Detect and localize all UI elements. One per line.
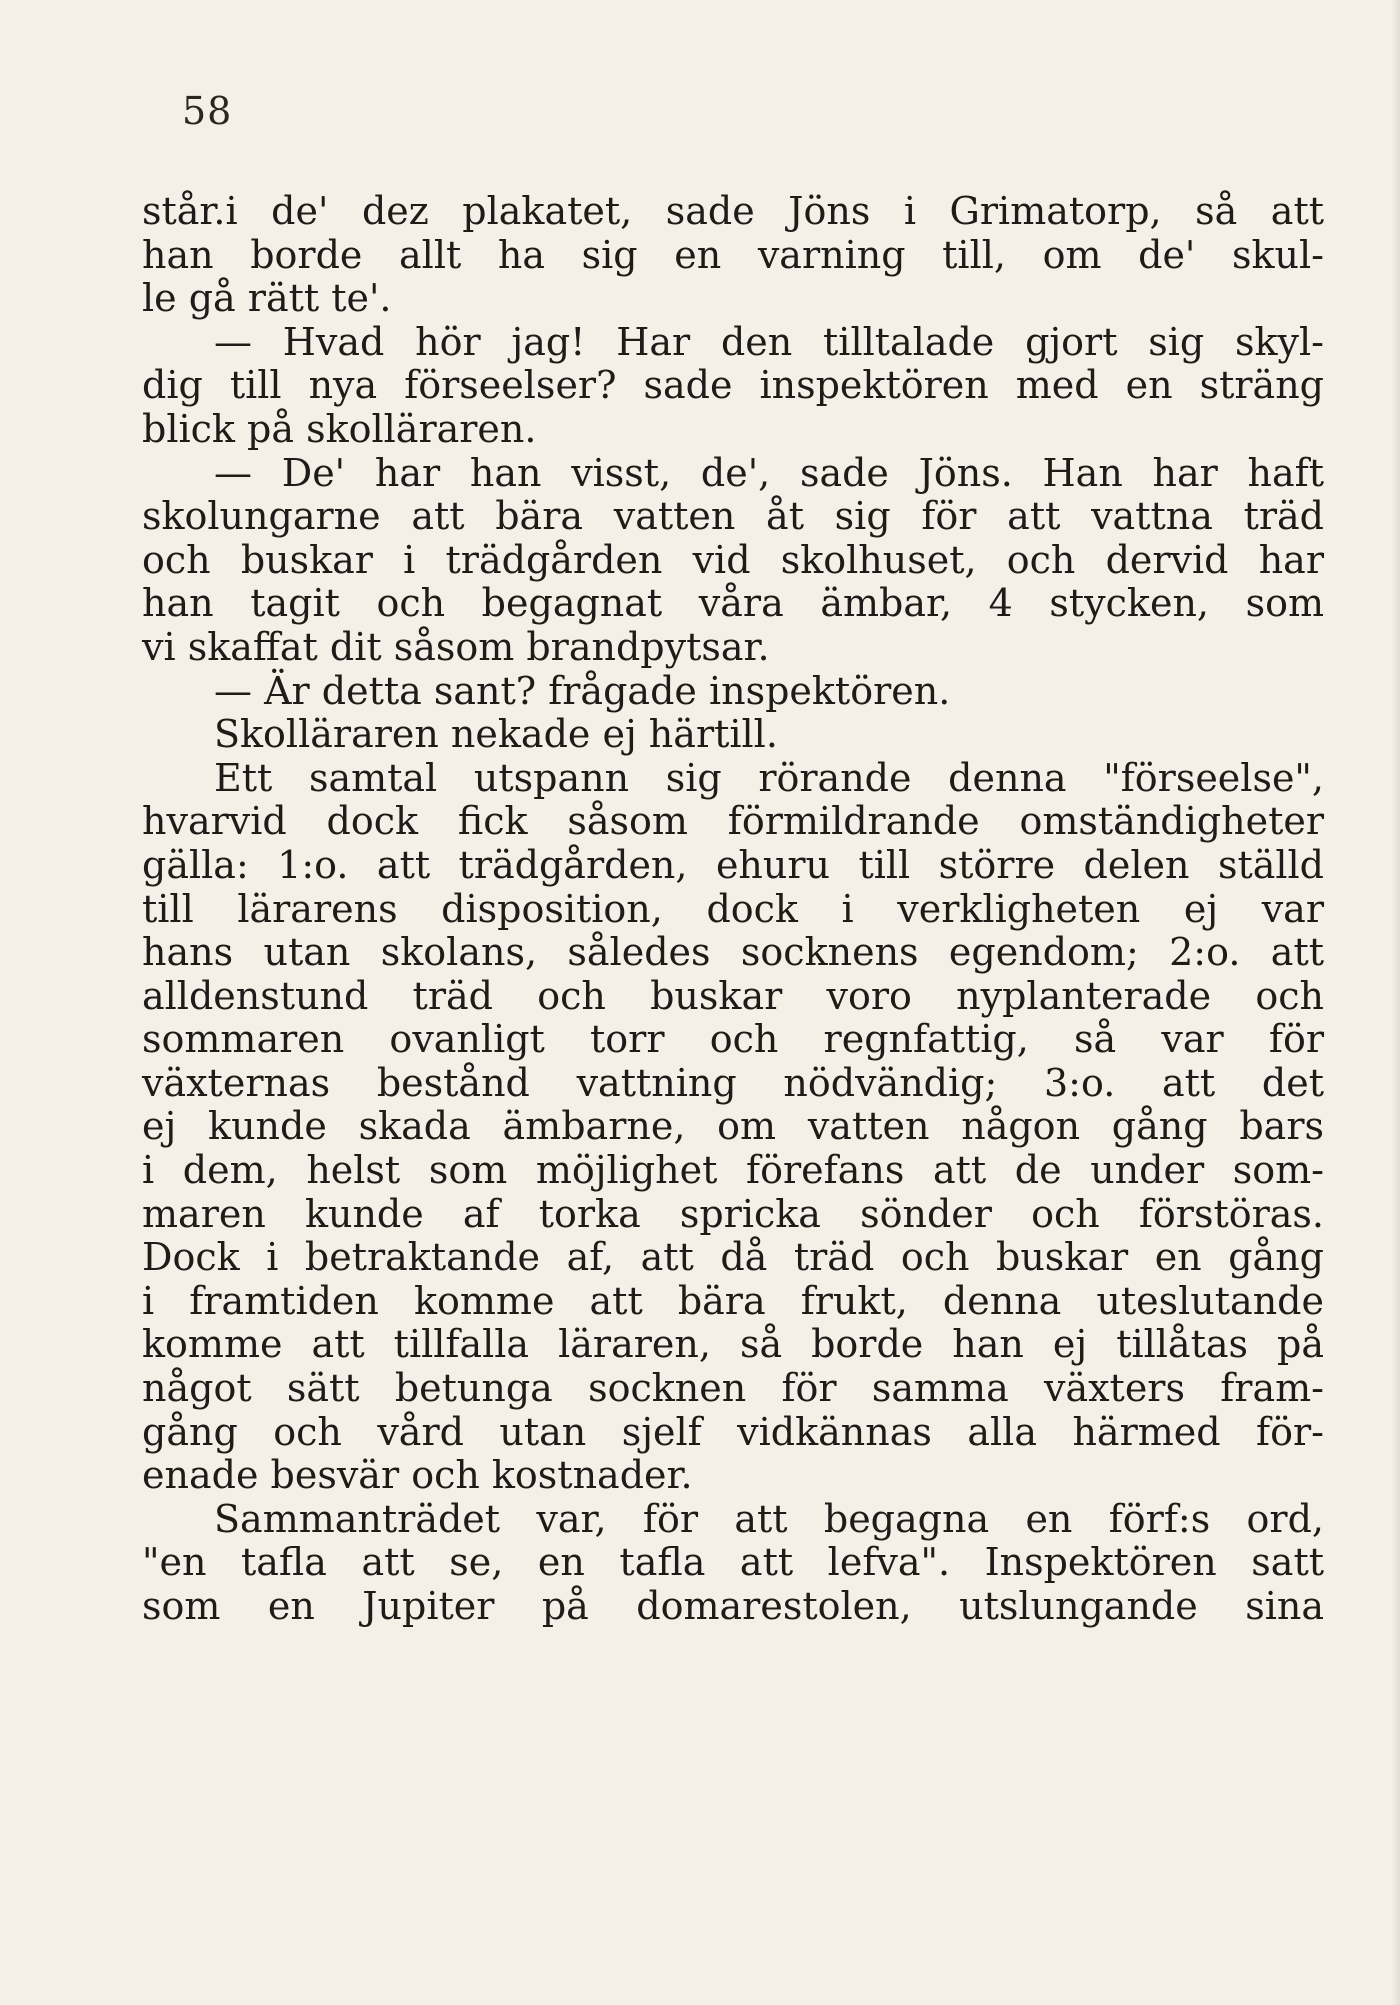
text-line: i framtiden komme att bära frukt, denna uteslutande — [142, 1278, 1324, 1323]
text-line: något sätt betunga socknen för samma växters fram- — [142, 1366, 1324, 1411]
text-line: växternas bestånd vattning nödvändig; 3:o. att det — [142, 1060, 1324, 1105]
text-line: hans utan skolans, således socknens egendom; 2:o. att — [142, 930, 1324, 975]
text-line: han borde allt ha sig en varning till, om de' skul- — [142, 232, 1324, 277]
text-line: gälla: 1:o. att trädgården, ehuru till större delen ställd — [142, 842, 1324, 887]
page-edge-shadow — [1392, 0, 1400, 2005]
text-line: i dem, helst som möjlighet förefans att de under som- — [142, 1148, 1324, 1193]
text-line: alldenstund träd och buskar voro nyplanterade och — [142, 973, 1324, 1018]
page-number: 58 — [182, 89, 233, 133]
text-line: dig till nya förseelser? sade inspektören med en sträng — [142, 363, 1324, 408]
text-line: "en tafla att se, en tafla att lefva". Inspektören satt — [142, 1540, 1324, 1585]
text-line: hvarvid dock fick såsom förmildrande omständigheter — [142, 799, 1324, 844]
text-line: — Hvad hör jag! Har den tilltalade gjort sig skyl- — [214, 319, 1324, 364]
text-line: vi skaffat dit såsom brandpytsar. — [142, 624, 770, 669]
text-line: står.i de' dez plakatet, sade Jöns i Grimatorp, så att — [142, 189, 1324, 233]
text-line: enade besvär och kostnader. — [142, 1453, 693, 1498]
text-line: Sammanträdet var, för att begagna en förf:s ord, — [214, 1496, 1324, 1541]
text-line: som en Jupiter på domarestolen, utslungande sina — [142, 1584, 1324, 1628]
text-line: blick på skolläraren. — [142, 406, 537, 451]
text-line: gång och vård utan sjelf vidkännas alla härmed för- — [142, 1409, 1324, 1454]
text-line: skolungarne att bära vatten åt sig för att vattna träd — [142, 494, 1324, 539]
text-line: Ett samtal utspann sig rörande denna "förseelse", — [214, 755, 1324, 800]
text-line: le gå rätt te'. — [142, 276, 392, 321]
text-line: sommaren ovanligt torr och regnfattig, så var för — [142, 1017, 1324, 1062]
text-line: ej kunde skada ämbarne, om vatten någon gång bars — [142, 1104, 1324, 1149]
body-text — [142, 190, 1324, 1629]
text-line: han tagit och begagnat våra ämbar, 4 stycken, som — [142, 581, 1324, 626]
text-line: till lärarens disposition, dock i verkligheten ej var — [142, 886, 1324, 931]
text-line: komme att tillfalla läraren, så borde han ej tillåtas på — [142, 1322, 1324, 1367]
text-line: Dock i betraktande af, att då träd och buskar en gång — [142, 1235, 1324, 1280]
text-line: — Är detta sant? frågade inspektören. — [214, 668, 951, 713]
text-line: — De' har han visst, de', sade Jöns. Han har haft — [214, 450, 1324, 495]
text-line: maren kunde af torka spricka sönder och förstöras. — [142, 1191, 1324, 1236]
text-line: och buskar i trädgården vid skolhuset, och dervid har — [142, 537, 1324, 582]
text-line: Skolläraren nekade ej härtill. — [214, 712, 778, 757]
